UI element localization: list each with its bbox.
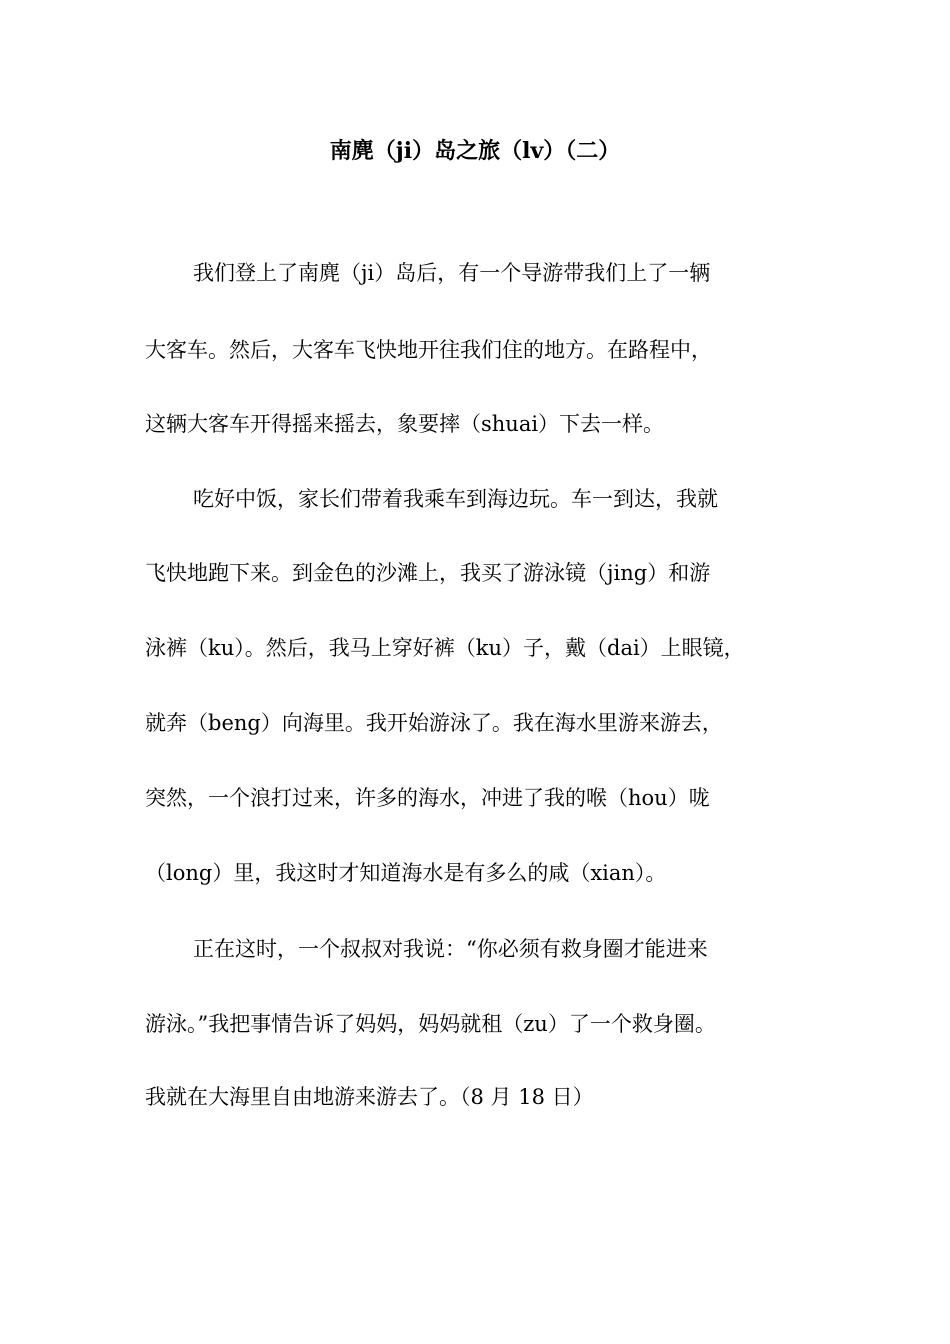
paragraph-1-line-2: 大客车。然后，大客车飞快地开往我们住的地方。在路程中， <box>145 338 712 362</box>
paragraph-2-line-5: 突然，一个浪打过来，许多的海水，冲进了我的喉（hou）咙 <box>145 786 710 810</box>
paragraph-2-line-3: 泳裤（ku）。然后，我马上穿好裤（ku）子，戴（dai）上眼镜， <box>145 636 745 660</box>
paragraph-1-line-1: 我们登上了南麂（ji）岛后，有一个导游带我们上了一辆 <box>193 261 711 285</box>
paragraph-3-line-1: 正在这时，一个叔叔对我说：“你必须有救身圈才能进来 <box>193 937 708 961</box>
paragraph-2-line-4: 就奔（beng）向海里。我开始游泳了。我在海水里游来游去， <box>145 711 723 735</box>
paragraph-3-line-3: 我就在大海里自由地游来游去了。（8 月 18 日） <box>145 1085 594 1109</box>
paragraph-2-line-6: （long）里，我这时才知道海水是有多么的咸（xian）。 <box>145 861 667 885</box>
document-title: 南麂（ji）岛之旅（lv）（二） <box>329 138 621 164</box>
paragraph-1-line-3: 这辆大客车开得摇来摇去，象要摔（shuai）下去一样。 <box>145 412 665 436</box>
paragraph-2-line-2: 飞快地跑下来。到金色的沙滩上，我买了游泳镜（jing）和游 <box>145 561 711 585</box>
paragraph-3-line-2: 游泳。”我把事情告诉了妈妈，妈妈就租（zu）了一个救身圈。 <box>145 1012 716 1036</box>
paragraph-2-line-1: 吃好中饭，家长们带着我乘车到海边玩。车一到达，我就 <box>193 487 718 511</box>
